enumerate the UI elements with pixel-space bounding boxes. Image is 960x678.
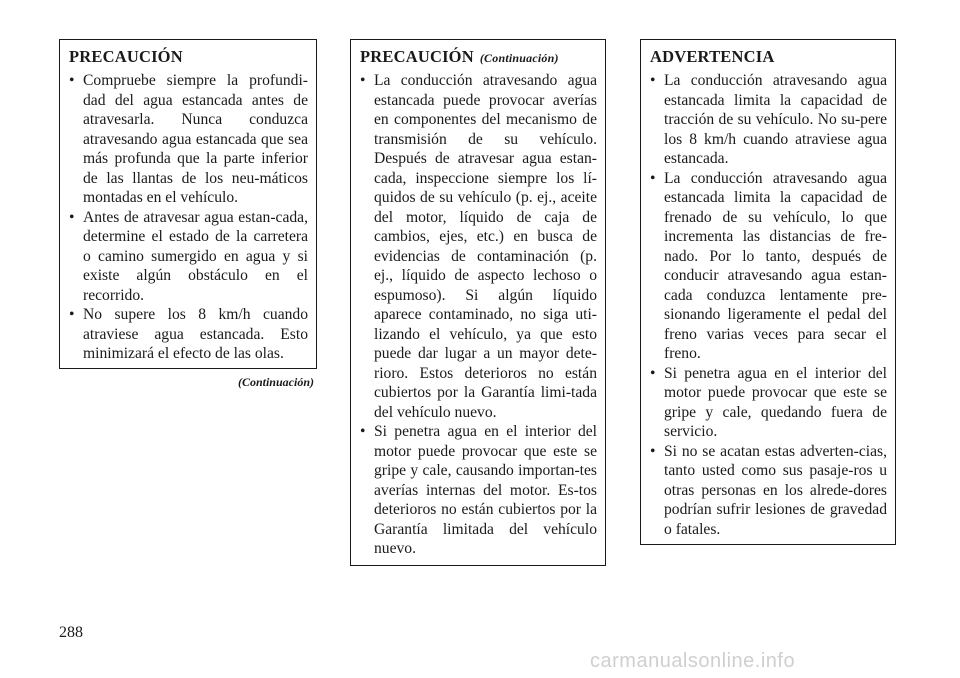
list-item: • Si no se acatan estas adverten-cias, tanto usted como sus pasaje-ros u otras personas en los alrede-dores podrían sufrir lesiones de gravedad o fatales. — [650, 442, 887, 540]
caution-continued-list — [360, 71, 597, 559]
caution-box — [59, 39, 317, 369]
continuation-note: (Continuación) — [237, 375, 314, 389]
continuation-subtitle: (Continuación) — [479, 51, 559, 65]
caution-continued-title — [360, 47, 605, 67]
caution-title: PRECAUCIÓN — [69, 47, 183, 66]
caution-title-text: PRECAUCIÓN — [360, 47, 474, 66]
list-item: • Antes de atravesar agua estan-cada, determine el estado de la carretera o camino sumergido en agua y si existe algún obstáculo en el recorrido. — [69, 208, 308, 306]
list-item: • Si penetra agua en el interior del motor puede provocar que este se gripe y cale, causando importan-tes averías internas del motor. Es-tos deterioros no están cubiertos por la Garantía limitada del vehículo nuevo. — [360, 422, 597, 559]
warning-box — [640, 39, 896, 545]
list-item: • La conducción atravesando agua estancada limita la capacidad de frenado de su vehículo, lo que incrementa las distancias de fre-nado. Por lo tanto, después de conducir atravesando agua estan-cada conduzca lentamente pre-sionando ligeramente el pedal del freno varias veces para secar el freno. — [650, 169, 887, 364]
warning-list — [650, 71, 887, 539]
caution-continued-box — [350, 39, 606, 566]
warning-title: ADVERTENCIA — [650, 47, 775, 66]
watermark: carmanualsonline.info — [590, 650, 796, 672]
list-item: • Si penetra agua en el interior del motor puede provocar que este se gripe y cale, quedando fuera de servicio. — [650, 364, 887, 442]
caution-list — [69, 71, 308, 364]
list-item: • Compruebe siempre la profundi-dad del agua estancada antes de atravesarla. Nunca conduzca atravesando agua estancada que sea más profunda que la parte inferior de las llantas de los neu-máticos montadas en el vehículo. — [69, 71, 308, 208]
list-item: • La conducción atravesando agua estancada puede provocar averías en componentes del mecanismo de transmisión de su vehículo. Después de atravesar agua estan-cada, inspeccione siempre los lí-quidos de su vehículo (p. ej., aceite del motor, líquido de caja de cambios, ejes, etc.) en busca de evidencias de contaminación (p. ej., líquido de aspecto lechoso o espumoso). Si algún líquido aparece contaminado, no siga uti-lizando el vehículo, ya que esto puede dar lugar a un mayor dete-rioro. Estos deterioros no están cubiertos por la Garantía limi-tada del vehículo nuevo. — [360, 71, 597, 422]
page-number: 288 — [59, 624, 83, 641]
list-item: • La conducción atravesando agua estancada limita la capacidad de tracción de su vehículo. No su-pere los 8 km/h cuando atraviese agua estancada. — [650, 71, 887, 169]
list-item: • No supere los 8 km/h cuando atraviese agua estancada. Esto minimizará el efecto de las olas. — [69, 305, 308, 364]
